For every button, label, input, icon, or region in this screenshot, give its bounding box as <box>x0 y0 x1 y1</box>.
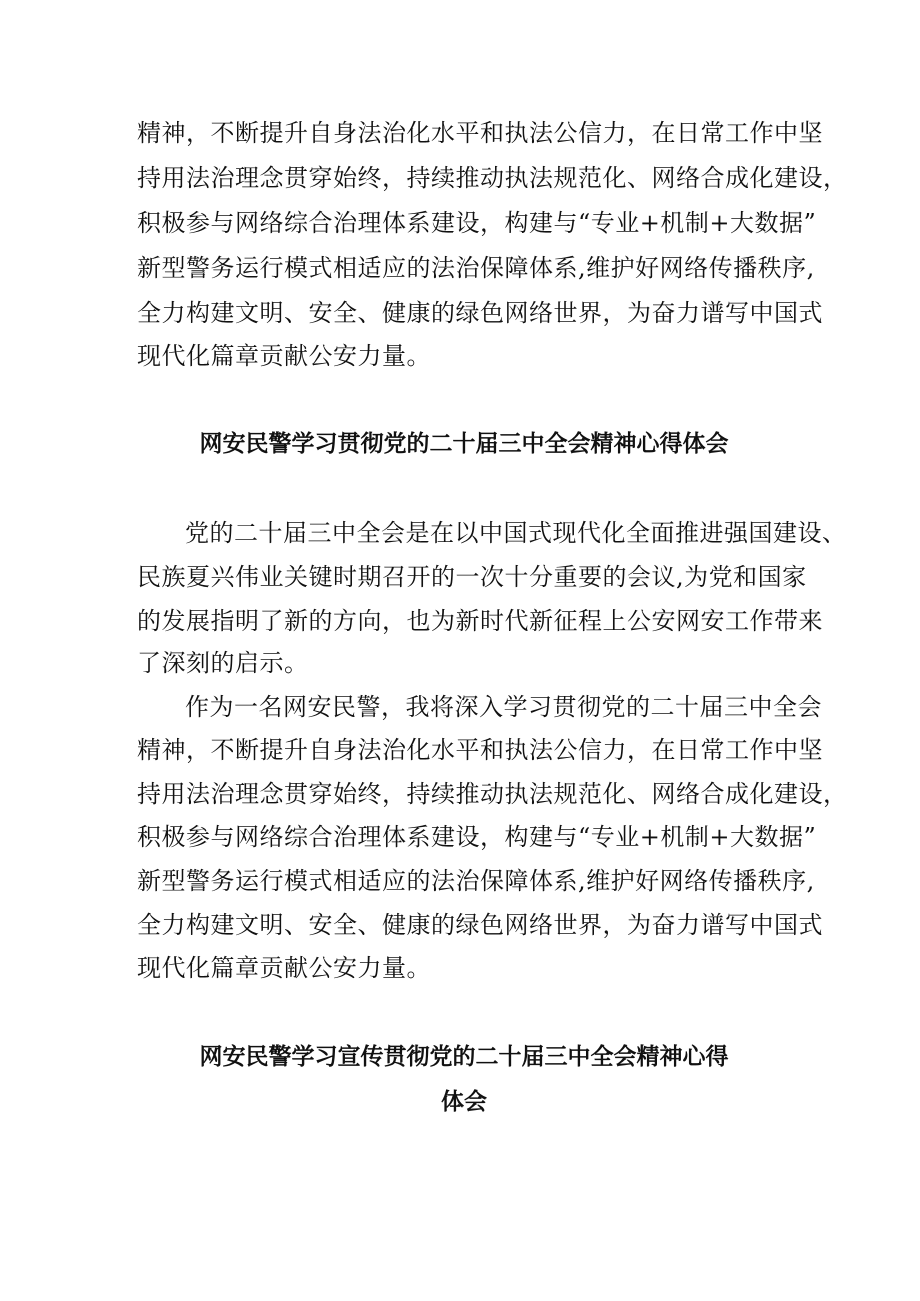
article-title: 网安民警学习贯彻党的二十届三中全会精神心得体会 <box>199 431 729 457</box>
text-line: 新型警务运行模式相适应的法治保障体系,维护好网络传播秩序, <box>137 254 815 282</box>
text-line: 作为一名网安民警，我将深入学习贯彻党的二十届三中全会 <box>185 693 822 721</box>
text-line: 民族夏兴伟业关键时期召开的一次十分重要的会议,为党和国家 <box>137 563 807 591</box>
article-title-line1: 网安民警学习宣传贯彻党的二十届三中全会精神心得 <box>199 1044 729 1070</box>
text-line: 党的二十届三中全会是在以中国式现代化全面推进强国建设、 <box>185 519 847 547</box>
text-line: 全力构建文明、安全、健康的绿色网络世界，为奋力谱写中国式 <box>137 911 823 939</box>
text-line: 持用法治理念贯穿始终，持续推动执法规范化、网络合成化建设， <box>137 164 848 192</box>
text-line: 现代化篇章贡献公安力量。 <box>137 954 431 982</box>
text-line: 持用法治理念贯穿始终，持续推动执法规范化、网络合成化建设， <box>137 780 848 808</box>
text-line: 新型警务运行模式相适应的法治保障体系,维护好网络传播秩序, <box>137 867 815 895</box>
text-line: 了深刻的启示。 <box>137 649 309 677</box>
text-line: 的发展指明了新的方向，也为新时代新征程上公安网安工作带来 <box>137 607 823 635</box>
text-line: 精神，不断提升自身法治化水平和执法公信力，在日常工作中坚 <box>137 119 823 147</box>
article-title-line2: 体会 <box>441 1089 487 1115</box>
text-line: 积极参与网络综合治理体系建设，构建与“专业+机制+大数据” <box>137 823 817 851</box>
text-line: 积极参与网络综合治理体系建设，构建与“专业+机制+大数据” <box>137 209 817 237</box>
text-line: 现代化篇章贡献公安力量。 <box>137 342 431 370</box>
text-line: 全力构建文明、安全、健康的绿色网络世界，为奋力谱写中国式 <box>137 299 823 327</box>
text-line: 精神，不断提升自身法治化水平和执法公信力，在日常工作中坚 <box>137 736 823 764</box>
